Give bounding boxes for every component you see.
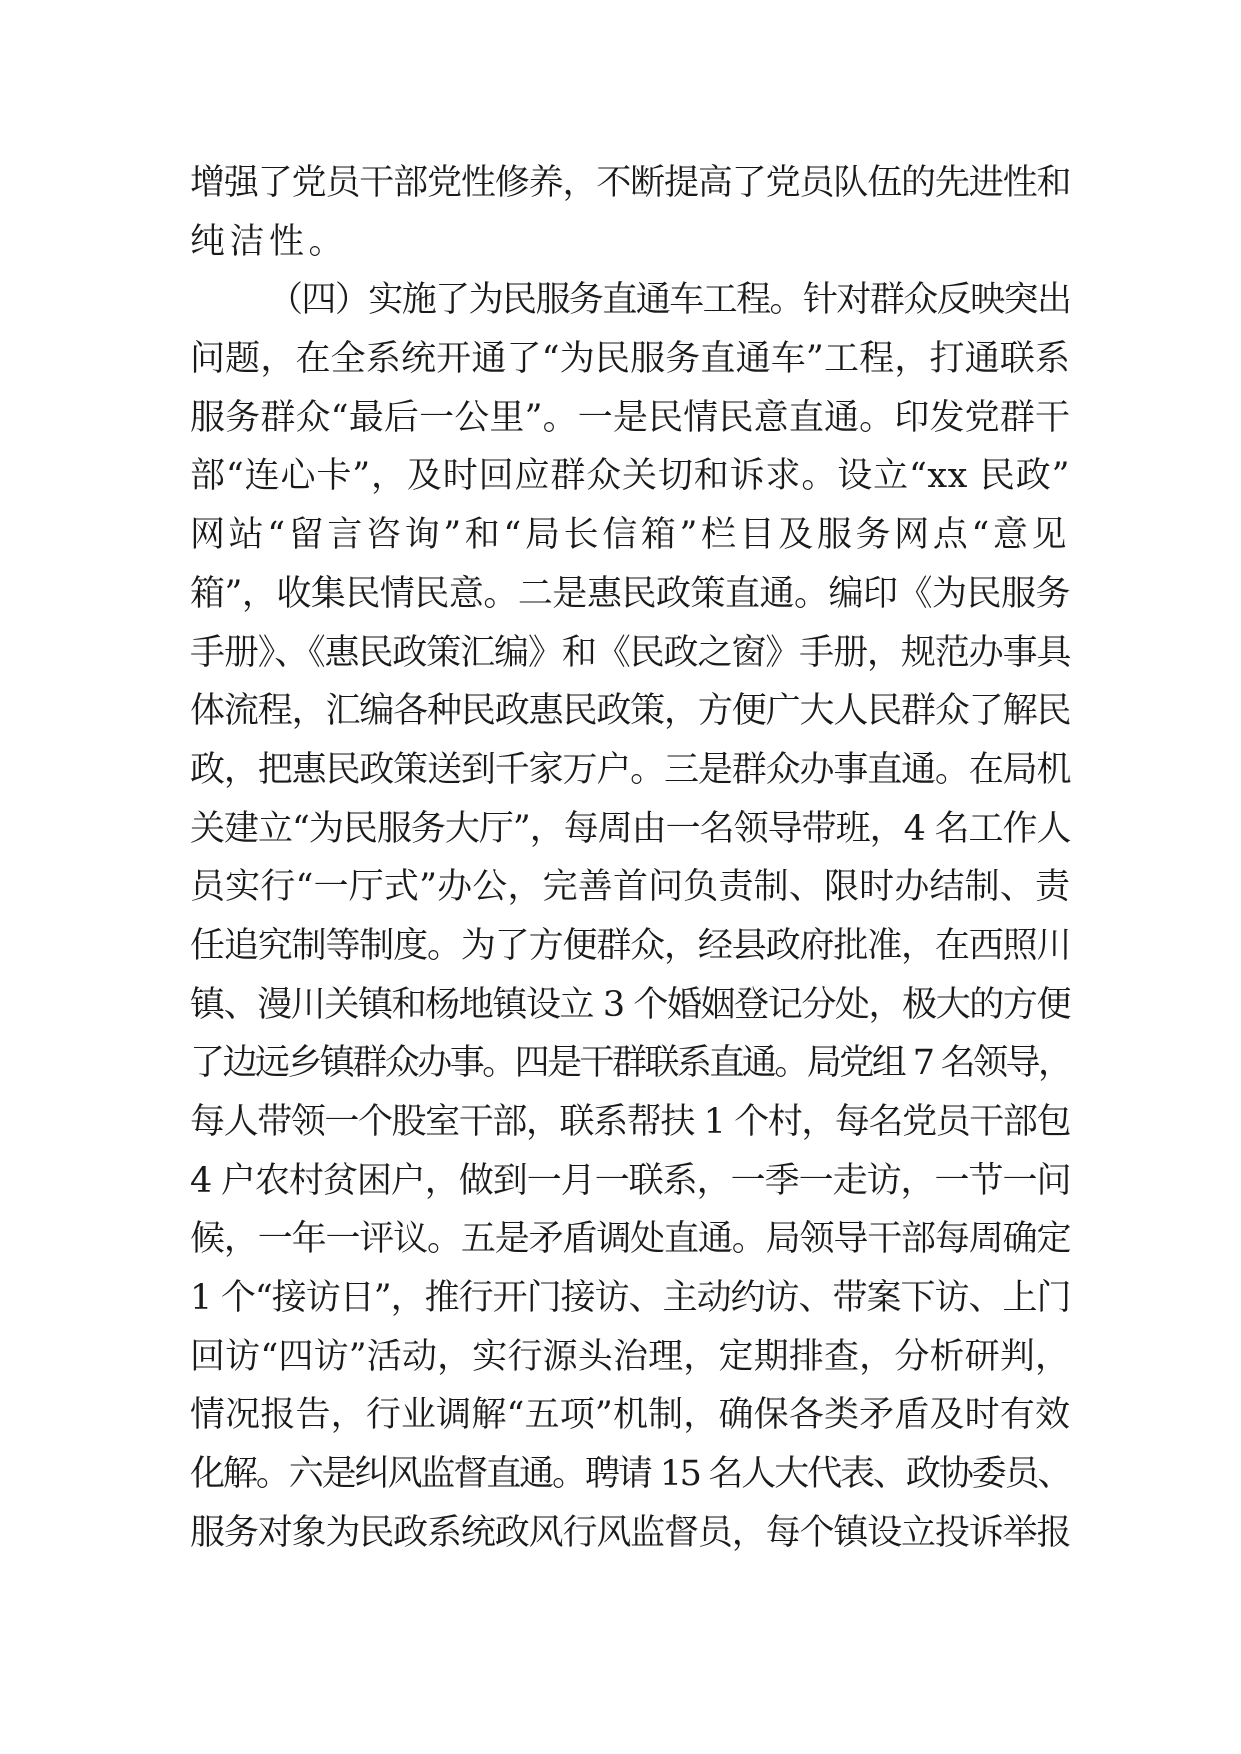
text-line: 纯洁性。	[190, 221, 349, 262]
text-line: 候，一年一评议。五是矛盾调处直通。局领导干部每周确定	[190, 1219, 1070, 1260]
text-line: 情况报告，行业调解“五项”机制，确保各类矛盾及时有效	[190, 1395, 1070, 1436]
text-line: 化解。六是纠风监督直通。聘请 15 名人大代表、政协委员、	[190, 1454, 1070, 1495]
text-line: 员实行“一厅式”办公，完善首问负责制、限时办结制、责	[190, 867, 1070, 908]
text-line: 问题，在全系统开通了“为民服务直通车”工程，打通联系	[190, 339, 1070, 380]
text-line: 任追究制等制度。为了方便群众，经县政府批准，在西照川	[190, 925, 1070, 966]
text-line: 回访“四访”活动，实行源头治理，定期排查，分析研判，	[190, 1336, 1070, 1377]
body-text	[190, 154, 1070, 1563]
text-line: 关建立“为民服务大厅”，每周由一名领导带班，4 名工作人	[190, 808, 1070, 849]
text-line: 服务群众“最后一公里”。一是民情民意直通。印发党群干	[190, 397, 1070, 438]
text-line: 了边远乡镇群众办事。四是干群联系直通。局党组 7 名领导，	[190, 1043, 1070, 1084]
section-heading-line: （四）实施了为民服务直通车工程。针对群众反映突出	[268, 280, 1070, 321]
text-line: 1 个“接访日”，推行开门接访、主动约访、带案下访、上门	[190, 1278, 1070, 1319]
text-line: 箱”，收集民情民意。二是惠民政策直通。编印《为民服务	[190, 573, 1070, 614]
text-line: 每人带领一个股室干部，联系帮扶 1 个村，每名党员干部包	[190, 1102, 1070, 1142]
text-line: 镇、漫川关镇和杨地镇设立 3 个婚姻登记分处，极大的方便	[190, 984, 1070, 1025]
text-line: 部“连心卡”，及时回应群众关切和诉求。设立“xx 民政”	[190, 456, 1070, 497]
text-line: 增强了党员干部党性修养，不断提高了党员队伍的先进性和	[190, 163, 1070, 203]
text-line: 服务对象为民政系统政风行风监督员，每个镇设立投诉举报	[190, 1512, 1070, 1553]
text-line: 4 户农村贫困户，做到一月一联系，一季一走访，一节一问	[190, 1160, 1070, 1201]
text-line: 体流程，汇编各种民政惠民政策，方便广大人民群众了解民	[190, 691, 1070, 732]
text-line: 手册》、《惠民政策汇编》和《民政之窗》手册，规范办事具	[190, 632, 1070, 673]
text-line: 政，把惠民政策送到千家万户。三是群众办事直通。在局机	[190, 749, 1070, 790]
text-line: 网站“留言咨询”和“局长信箱”栏目及服务网点“意见	[190, 515, 1070, 556]
